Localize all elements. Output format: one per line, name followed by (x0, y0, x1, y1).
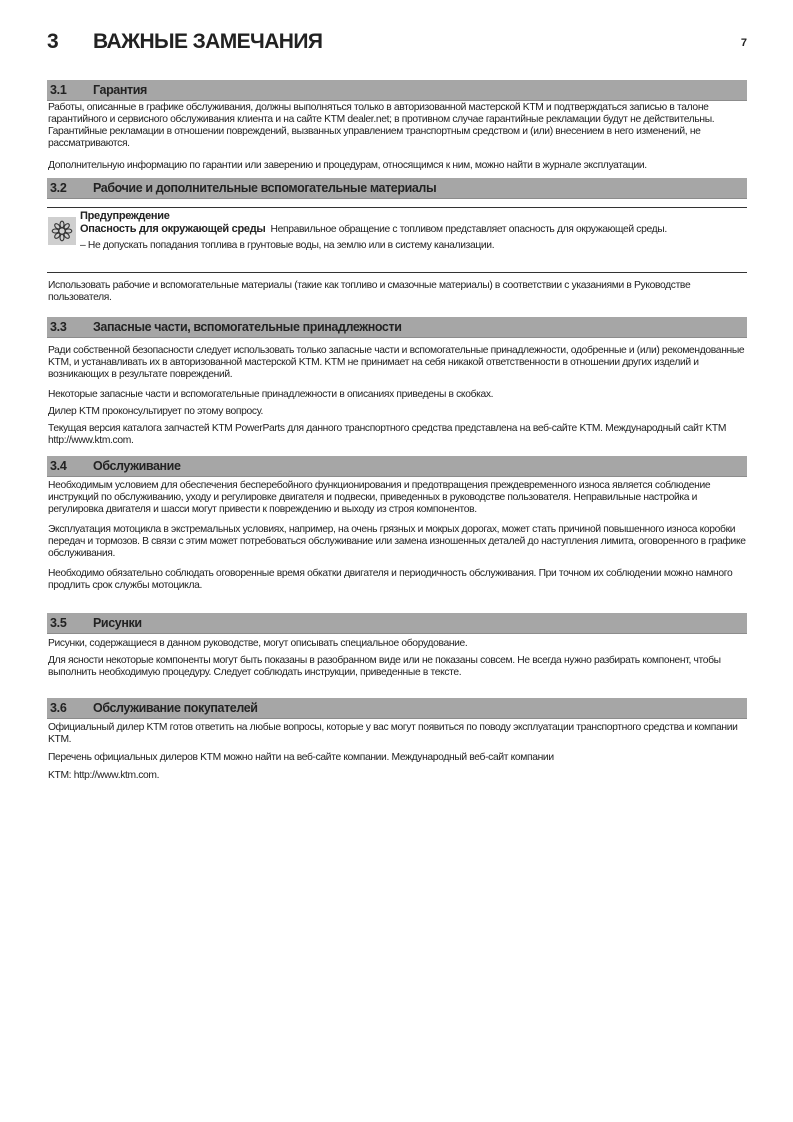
section-number: 3.1 (50, 83, 67, 97)
section-header-customer-service (47, 698, 747, 719)
warning-text: Неправильное обращение с топливом представляет опасность для окружающей среды. (270, 224, 667, 235)
paragraph: Некоторые запасные части и вспомогательные принадлежности в описаниях приведены в скобках. (48, 389, 494, 400)
section-header-materials (47, 178, 747, 199)
page-number: 7 (740, 37, 747, 49)
paragraph: Официальный дилер KTM готов ответить на любые вопросы, которые у вас могут появиться по поводу эксплуатации транспортного средства и компании KTM. (48, 722, 738, 746)
section-header-service (47, 456, 747, 477)
chapter-title: ВАЖНЫЕ ЗАМЕЧАНИЯ (93, 30, 323, 53)
paragraph: Рисунки, содержащиеся в данном руководстве, могут описывать специальное оборудование. (48, 638, 468, 649)
chapter-number: 3 (47, 30, 59, 53)
paragraph: Для ясности некоторые компоненты могут быть показаны в разобранном виде или не показаны совсем. Не всегда нужно разбирать компонент, чтобы выполнить необходимую процедуру. Следует соблюдать инструкции, приведенные в тексте. (48, 655, 721, 679)
paragraph: Работы, описанные в графике обслуживания, должны выполняться только в авторизованной мастерской KTM и подтверждаться записью в талоне гарантийного и сервисного обслуживания клиента и на сайте KTM dealer.net; в противном случае гарантийные рекламации будут не действительны. Гарантийные рекламации в отношении повреждений, вызванных управлением транспортным средством и (или) внесением в него изменений, не рассматриваются. (48, 102, 715, 150)
section-title: Гарантия (93, 83, 147, 97)
paragraph: Дополнительную информацию по гарантии или заверению и процедурам, относящимся к ним, можно найти в журнале эксплуатации. (48, 160, 647, 171)
warning-box (47, 207, 747, 273)
section-number: 3.2 (50, 181, 67, 195)
paragraph: KTM: http://www.ktm.com. (48, 770, 160, 781)
section-header-figures (47, 613, 747, 634)
section-title: Рисунки (93, 616, 142, 630)
paragraph: Перечень официальных дилеров KTM можно найти на веб-сайте компании. Международный веб-сайт компании (48, 752, 554, 763)
paragraph: Дилер KTM проконсультирует по этому вопросу. (48, 406, 263, 417)
section-header-spare-parts (47, 317, 747, 338)
environment-hazard-icon (48, 217, 76, 245)
section-header-warranty (47, 80, 747, 101)
section-number: 3.6 (50, 701, 67, 715)
warning-bullet: – Не допускать попадания топлива в грунтовые воды, на землю или в систему канализации. (80, 240, 495, 251)
paragraph: Ради собственной безопасности следует использовать только запасные части и вспомогательные принадлежности, одобренные и (или) рекомендованные KTM, и устанавливать их в авторизованной мастерской KTM. KTM не принимает на себя никакой ответственности в отношении других изделий и возникающих в результате повреждений. (48, 345, 745, 381)
section-title: Обслуживание покупателей (93, 701, 258, 715)
paragraph: Необходимо обязательно соблюдать оговоренные время обкатки двигателя и периодичность обслуживания. При точном их соблюдении можно намного продлить срок службы мотоцикла. (48, 568, 733, 592)
section-number: 3.5 (50, 616, 67, 630)
warning-heading: Предупреждение (80, 210, 170, 222)
paragraph: Использовать рабочие и вспомогательные материалы (такие как топливо и смазочные материалы) в соответствии с указаниями в Руководстве пользователя. (48, 280, 691, 304)
section-title: Запасные части, вспомогательные принадлежности (93, 320, 402, 334)
chapter-header (47, 30, 747, 54)
warning-text-line (80, 223, 667, 235)
section-title: Обслуживание (93, 459, 181, 473)
paragraph: Необходимым условием для обеспечения бесперебойного функционирования и предотвращения преждевременного износа является соблюдение инструкций по обслуживанию, уходу и регулировке двигателя и подвески, приведенных в руководстве пользователя. Неправильные настройка и регулировка двигателя и шасси могут привести к повреждению и выходу из строя компонентов. (48, 480, 711, 516)
section-number: 3.4 (50, 459, 67, 473)
section-title: Рабочие и дополнительные вспомогательные материалы (93, 181, 437, 195)
section-number: 3.3 (50, 320, 67, 334)
warning-hazard-label: Опасность для окружающей среды (80, 223, 266, 235)
paragraph: Текущая версия каталога запчастей KTM PowerParts для данного транспортного средства представлена на веб-сайте KTM. Международный сайт KTM http://www.ktm.com. (48, 423, 727, 447)
paragraph: Эксплуатация мотоцикла в экстремальных условиях, например, на очень грязных и мокрых дорогах, может стать причиной повышенного износа коробки передач и тормозов. В связи с этим может потребоваться обслуживание или замена изношенных деталей до наступления лимита, оговоренного в графике обслуживания. (48, 524, 746, 560)
